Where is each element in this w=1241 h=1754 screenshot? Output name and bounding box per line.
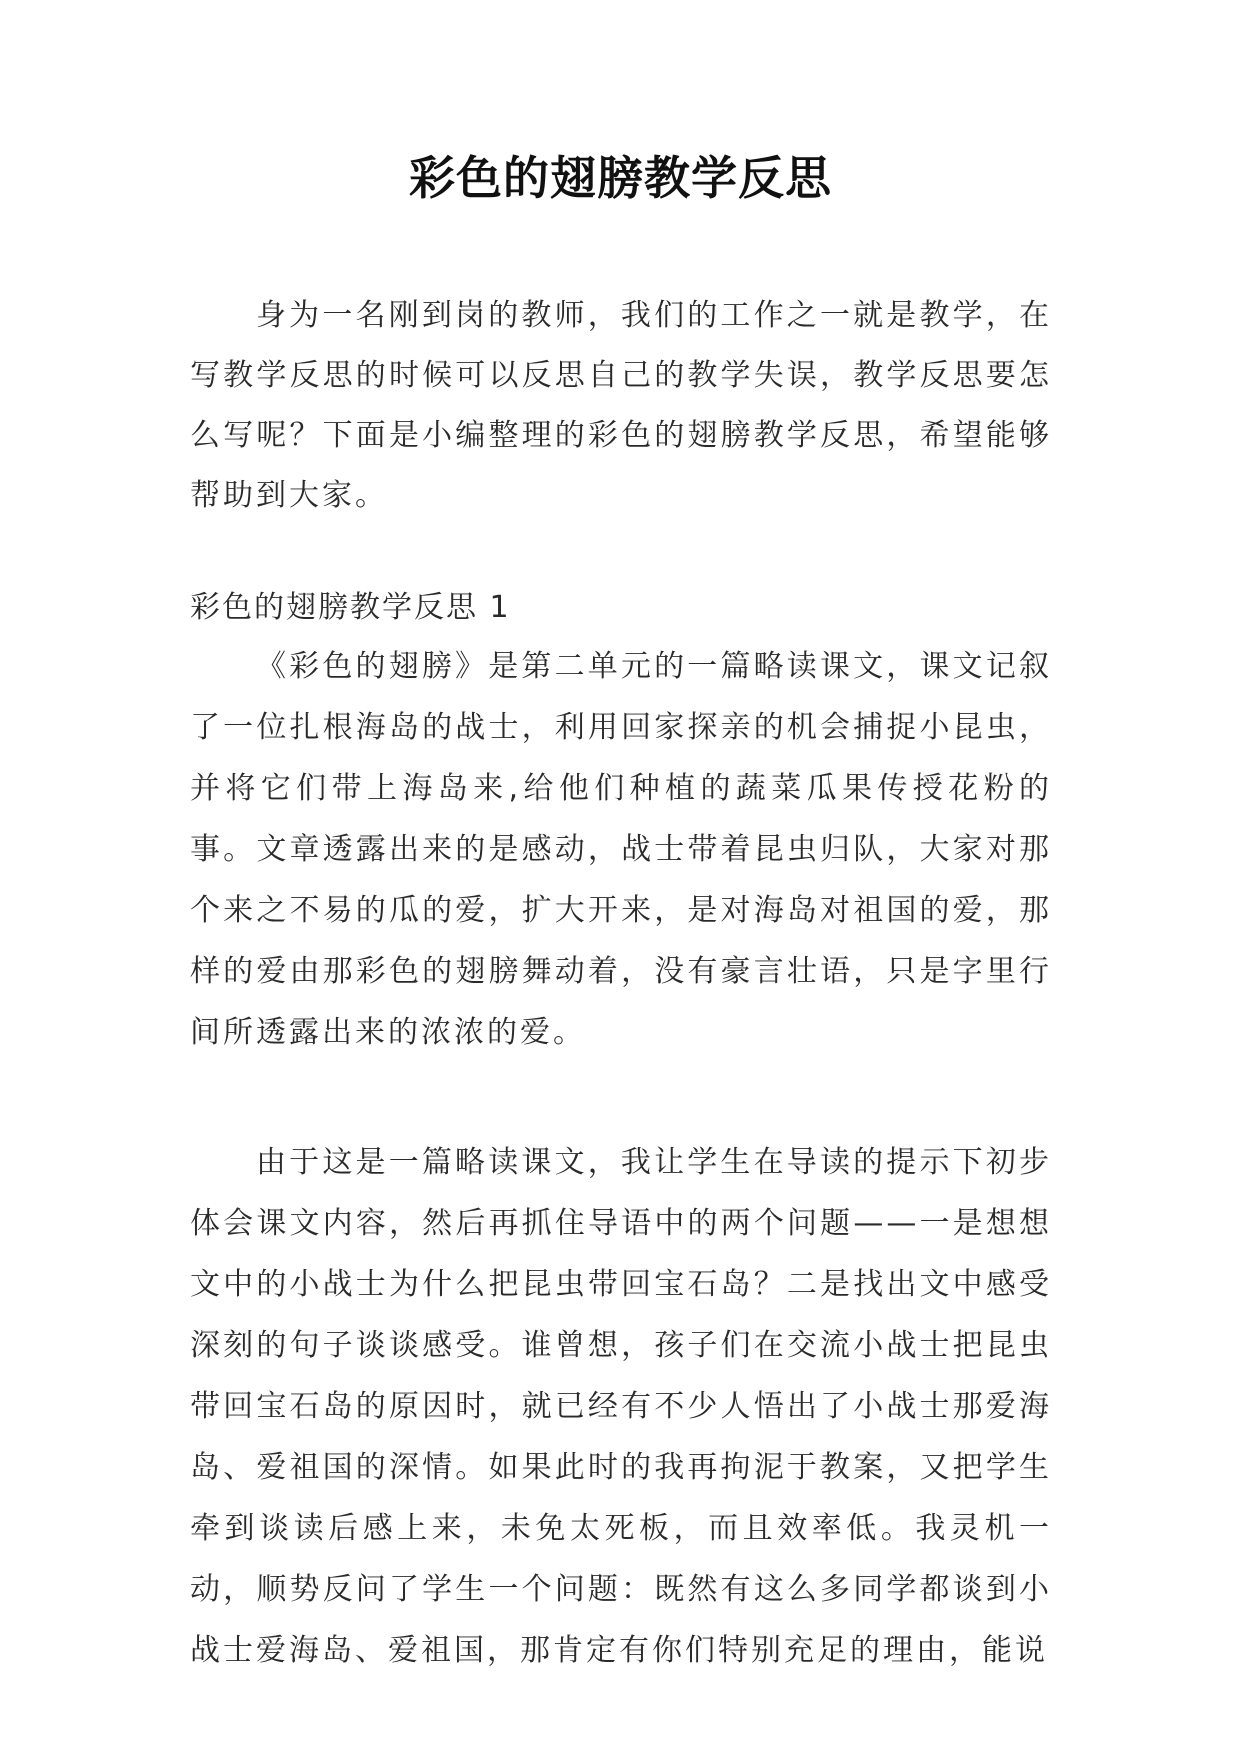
document-title: 彩色的翅膀教学反思 bbox=[409, 151, 832, 205]
section-heading: 彩色的翅膀教学反思 1 bbox=[190, 590, 511, 625]
intro-paragraph: 身为一名刚到岗的教师，我们的工作之一就是教学，在写教学反思的时候可以反思自己的教学失误，教学反思要怎么写呢？下面是小编整理的彩色的翅膀教学反思，希望能够帮助到大家。 bbox=[190, 298, 1052, 513]
body-paragraph-2: 由于这是一篇略读课文，我让学生在导读的提示下初步体会课文内容，然后再抓住导语中的两个问题——一是想想文中的小战士为什么把昆虫带回宝石岛？二是找出文中感受深刻的句子谈谈感受。谁曾想，孩子们在交流小战士把昆虫带回宝石岛的原因时，就已经有不少人悟出了小战士那爱海岛、爱祖国的深情。如果此时的我再拘泥于教案，又把学生牵到谈读后感上来，未免太死板，而且效率低。我灵机一动，顺势反问了学生一个问题：既然有这么多同学都谈到小战士爱海岛、爱祖国，那肯定有你们特别充足的理由，能说 bbox=[190, 1145, 1052, 1668]
body-paragraph-1: 《彩色的翅膀》是第二单元的一篇略读课文，课文记叙了一位扎根海岛的战士，利用回家探亲的机会捕捉小昆虫，并将它们带上海岛来,给他们种植的蔬菜瓜果传授花粉的事。文章透露出来的是感动，战士带着昆虫归队，大家对那个来之不易的瓜的爱，扩大开来，是对海岛对祖国的爱，那样的爱由那彩色的翅膀舞动着，没有豪言壮语，只是字里行间所透露出来的浓浓的爱。 bbox=[190, 649, 1052, 1050]
